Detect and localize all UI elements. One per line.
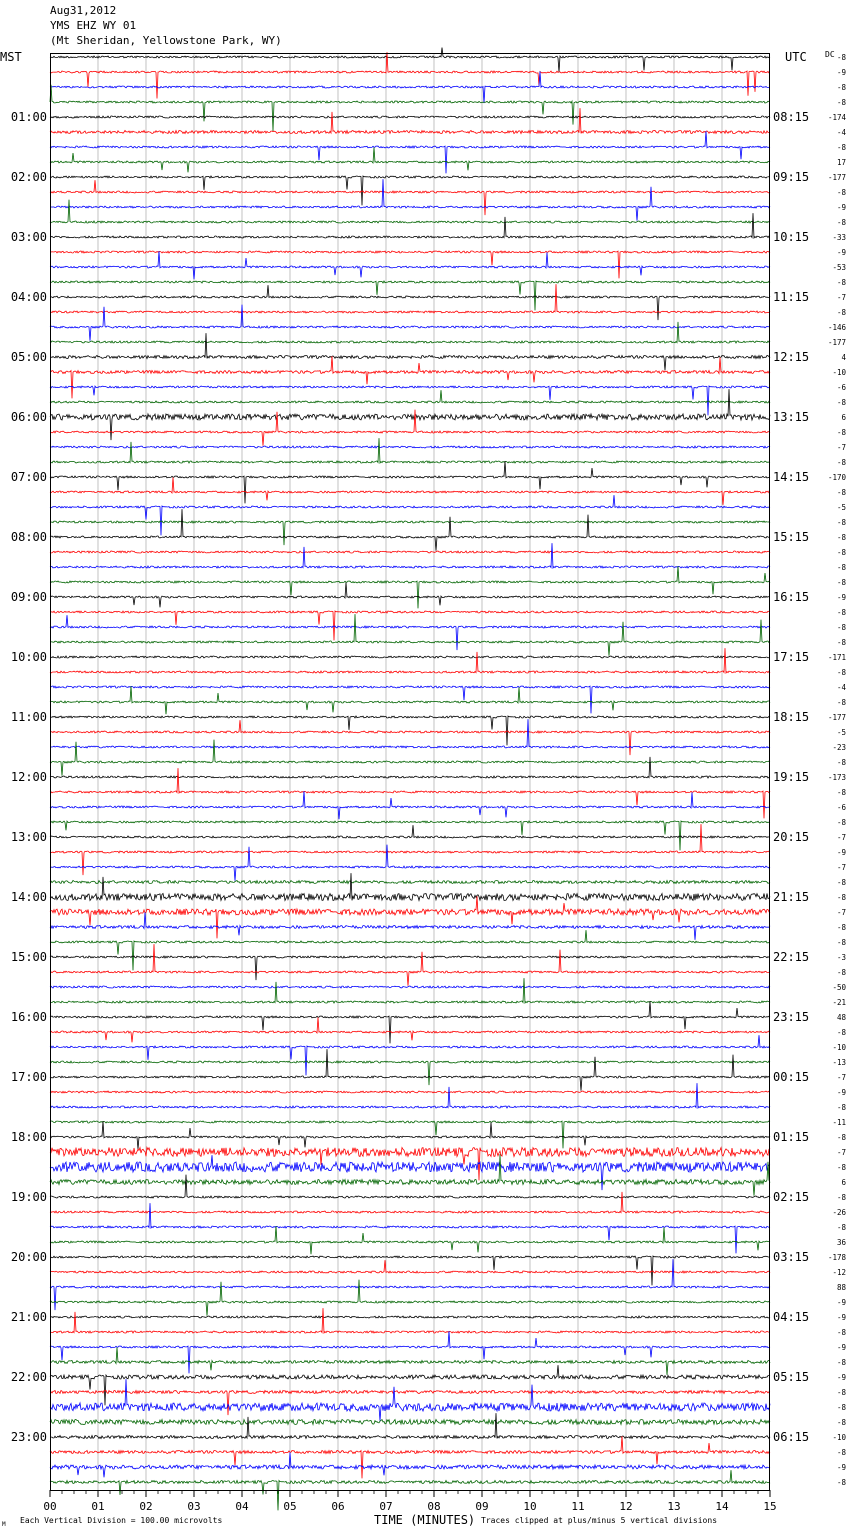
dc-offset-label: -8 xyxy=(836,1358,846,1367)
mst-hour-label: 07:00 xyxy=(10,470,47,484)
dc-offset-label: -8 xyxy=(836,308,846,317)
dc-offset-label: -7 xyxy=(836,863,846,872)
dc-offset-label: -8 xyxy=(836,1133,846,1142)
dc-offset-label: -21 xyxy=(832,998,846,1007)
utc-hour-label: 01:15 xyxy=(773,1130,810,1144)
trace-line xyxy=(50,1379,770,1421)
mst-hour-label: 21:00 xyxy=(10,1310,47,1324)
mst-hour-label: 02:00 xyxy=(10,170,47,184)
dc-offset-label: -8 xyxy=(836,668,846,677)
x-tick-label: 00 xyxy=(43,1500,57,1513)
trace-line xyxy=(50,551,770,553)
dc-offset-label: -10 xyxy=(832,1043,846,1052)
trace-line xyxy=(50,1121,770,1149)
mst-hour-label: 01:00 xyxy=(10,110,47,124)
x-tick-label: 14 xyxy=(715,1500,729,1513)
x-tick-label: 15 xyxy=(763,1500,777,1513)
trace-line xyxy=(50,1083,770,1108)
trace-line xyxy=(50,614,770,656)
mst-hour-label: 15:00 xyxy=(10,950,47,964)
trace-line xyxy=(50,1061,770,1085)
trace-line xyxy=(50,615,770,650)
trace-line xyxy=(50,48,770,73)
dc-offset-label: -33 xyxy=(832,233,846,242)
dc-offset-label: -8 xyxy=(836,818,846,827)
trace-line xyxy=(50,1308,770,1333)
dc-offset-label: -178 xyxy=(827,1253,846,1262)
footer-mark: M xyxy=(2,1521,6,1528)
trace-line xyxy=(50,116,770,118)
mst-hour-label: 19:00 xyxy=(10,1190,47,1204)
dc-offset-label: 6 xyxy=(841,413,846,422)
utc-hour-label: 17:15 xyxy=(773,650,810,664)
dc-offset-label: -8 xyxy=(836,698,846,707)
trace-line xyxy=(50,1001,770,1043)
x-tick-label: 07 xyxy=(379,1500,393,1513)
x-tick-label: 08 xyxy=(427,1500,441,1513)
dc-offset-label: -8 xyxy=(836,53,846,62)
trace-line xyxy=(50,1347,770,1375)
trace-line xyxy=(50,251,770,279)
utc-hour-label: 02:15 xyxy=(773,1190,810,1204)
x-tick-label: 06 xyxy=(331,1500,345,1513)
station-code: YMS EHZ WY 01 xyxy=(50,19,137,32)
clip-note: Traces clipped at plus/minus 5 vertical divisions xyxy=(481,1516,718,1525)
dc-offset-label: -9 xyxy=(836,248,846,257)
dc-offset-label: -9 xyxy=(836,1088,846,1097)
mst-hour-label: 09:00 xyxy=(10,590,47,604)
trace-line xyxy=(50,656,770,658)
trace-line xyxy=(50,912,770,940)
dc-offset-label: -8 xyxy=(836,518,846,527)
trace-line xyxy=(50,386,770,415)
utc-hour-label: 22:15 xyxy=(773,950,810,964)
dc-offset-label: -8 xyxy=(836,188,846,197)
dc-offset-label: 48 xyxy=(836,1013,846,1022)
dc-offset-label: -7 xyxy=(836,293,846,302)
utc-hour-label: 19:15 xyxy=(773,770,810,784)
dc-offset-label: -9 xyxy=(836,593,846,602)
dc-offset-label: -8 xyxy=(836,638,846,647)
dc-offset-label: -171 xyxy=(827,653,846,662)
utc-hour-label: 14:15 xyxy=(773,470,810,484)
utc-hour-label: 10:15 xyxy=(773,230,810,244)
x-tick-label: 05 xyxy=(283,1500,297,1513)
trace-line xyxy=(50,845,770,881)
trace-line xyxy=(50,582,770,607)
dc-offset-label: -9 xyxy=(836,1343,846,1352)
dc-offset-label: -8 xyxy=(836,83,846,92)
dc-offset-label: -8 xyxy=(836,428,846,437)
mst-hour-label: 23:00 xyxy=(10,1430,47,1444)
dc-offset-label: -8 xyxy=(836,458,846,467)
trace-line xyxy=(50,566,770,608)
utc-hour-label: 03:15 xyxy=(773,1250,810,1264)
trace-line xyxy=(50,446,770,448)
trace-line xyxy=(50,791,770,819)
utc-hour-label: 00:15 xyxy=(773,1070,810,1084)
dc-offset-label: -5 xyxy=(836,728,846,737)
dc-offset-label: -8 xyxy=(836,878,846,887)
dc-offset-label: -146 xyxy=(827,323,846,332)
dc-offset-label: -8 xyxy=(836,623,846,632)
dc-offset-label: -8 xyxy=(836,1223,846,1232)
dc-offset-label: -8 xyxy=(836,533,846,542)
dc-offset-label: -9 xyxy=(836,1373,846,1382)
dc-offset-label: 36 xyxy=(836,1238,846,1247)
right-timezone-label: UTC xyxy=(785,50,807,64)
mst-hour-label: 08:00 xyxy=(10,530,47,544)
x-tick-label: 10 xyxy=(523,1500,537,1513)
utc-hour-label: 16:15 xyxy=(773,590,810,604)
x-tick-label: 09 xyxy=(475,1500,489,1513)
dc-offset-label: -6 xyxy=(836,803,846,812)
trace-line xyxy=(50,686,770,714)
trace-line xyxy=(50,686,770,713)
dc-offset-label: -7 xyxy=(836,908,846,917)
dc-offset-label: -7 xyxy=(836,1073,846,1082)
dc-offset-label: -173 xyxy=(827,773,846,782)
trace-line xyxy=(50,1049,770,1091)
x-tick-label: 13 xyxy=(667,1500,681,1513)
dc-offset-label: -8 xyxy=(836,278,846,287)
dc-offset-label: 88 xyxy=(836,1283,846,1292)
dc-offset-label: -7 xyxy=(836,443,846,452)
dc-offset-label: -53 xyxy=(832,263,846,272)
utc-hour-label: 05:15 xyxy=(773,1370,810,1384)
trace-line xyxy=(50,986,770,988)
dc-offset-label: -13 xyxy=(832,1058,846,1067)
recording-date: Aug31,2012 xyxy=(50,4,117,17)
trace-line xyxy=(50,356,770,398)
dc-offset-label: -12 xyxy=(832,1268,846,1277)
dc-offset-label: -8 xyxy=(836,563,846,572)
trace-line xyxy=(50,978,770,1003)
trace-line xyxy=(50,944,770,986)
dc-offset-label: -9 xyxy=(836,848,846,857)
mst-hour-label: 04:00 xyxy=(10,290,47,304)
trace-line xyxy=(50,52,770,98)
seismic-traces xyxy=(50,48,770,1511)
dc-offset-label: -8 xyxy=(836,758,846,767)
trace-line xyxy=(50,147,770,172)
mst-hour-label: 18:00 xyxy=(10,1130,47,1144)
mst-hour-label: 11:00 xyxy=(10,710,47,724)
trace-line xyxy=(50,521,770,545)
dc-offset-label: -3 xyxy=(836,953,846,962)
mst-hour-label: 12:00 xyxy=(10,770,47,784)
dc-offset-label: -10 xyxy=(832,368,846,377)
utc-hour-label: 21:15 xyxy=(773,890,810,904)
trace-line xyxy=(50,768,770,818)
mst-hour-label: 03:00 xyxy=(10,230,47,244)
dc-offset-label: -170 xyxy=(827,473,846,482)
mst-hour-label: 13:00 xyxy=(10,830,47,844)
trace-line xyxy=(50,477,770,505)
trace-line xyxy=(50,495,770,535)
mst-hour-label: 06:00 xyxy=(10,410,47,424)
x-tick-label: 01 xyxy=(91,1500,105,1513)
dc-offset-label: -8 xyxy=(836,1193,846,1202)
utc-hour-label: 09:15 xyxy=(773,170,810,184)
utc-hour-label: 04:15 xyxy=(773,1310,810,1324)
dc-offset-label: -8 xyxy=(836,1328,846,1337)
utc-hour-label: 08:15 xyxy=(773,110,810,124)
dc-offset-label: -8 xyxy=(836,1448,846,1457)
dc-offset-label: -8 xyxy=(836,98,846,107)
dc-offset-label: -8 xyxy=(836,788,846,797)
utc-hour-label: 15:15 xyxy=(773,530,810,544)
dc-offset-label: 17 xyxy=(836,158,846,167)
dc-offset-label: -8 xyxy=(836,1388,846,1397)
x-axis-title: TIME (MINUTES) xyxy=(374,1513,476,1527)
dc-offset-label: -23 xyxy=(832,743,846,752)
trace-line xyxy=(50,1192,770,1213)
dc-offset-label: -8 xyxy=(836,218,846,227)
dc-offset-label: -8 xyxy=(836,1028,846,1037)
dc-offset-label: -177 xyxy=(827,173,846,182)
trace-line xyxy=(50,305,770,341)
trace-line xyxy=(50,896,770,938)
trace-line xyxy=(50,1091,770,1093)
left-timezone-label: MST xyxy=(0,50,22,64)
trace-line xyxy=(50,285,770,320)
trace-line xyxy=(50,881,770,884)
trace-line xyxy=(50,720,770,755)
trace-line xyxy=(50,1280,770,1316)
mst-hour-label: 22:00 xyxy=(10,1370,47,1384)
trace-line xyxy=(50,1226,770,1254)
trace-line xyxy=(50,200,770,223)
dc-offset-label: -5 xyxy=(836,503,846,512)
trace-line xyxy=(50,1316,770,1318)
trace-line xyxy=(50,131,770,173)
dc-offset-label: -9 xyxy=(836,1463,846,1472)
mst-hour-label: 14:00 xyxy=(10,890,47,904)
utc-hour-label: 20:15 xyxy=(773,830,810,844)
trace-line xyxy=(50,85,770,131)
axis-labels xyxy=(11,53,847,1513)
dc-offset-label: -50 xyxy=(832,983,846,992)
plot-frame xyxy=(51,54,770,1491)
trace-line xyxy=(50,648,770,673)
mst-hour-label: 05:00 xyxy=(10,350,47,364)
dc-offset-label: -8 xyxy=(836,608,846,617)
x-tick-label: 03 xyxy=(187,1500,201,1513)
dc-offset-label: -4 xyxy=(836,683,846,692)
trace-line xyxy=(50,1154,770,1196)
dc-offset-label: -10 xyxy=(832,1433,846,1442)
dc-offset-label: -8 xyxy=(836,488,846,497)
trace-line xyxy=(50,1391,770,1416)
dc-offset-label: -7 xyxy=(836,833,846,842)
utc-hour-label: 11:15 xyxy=(773,290,810,304)
dc-offset-label: -8 xyxy=(836,1163,846,1172)
dc-offset-label: -9 xyxy=(836,68,846,77)
minute-grid xyxy=(50,53,770,1497)
trace-line xyxy=(50,1260,770,1273)
x-tick-label: 11 xyxy=(571,1500,585,1513)
mst-hour-label: 17:00 xyxy=(10,1070,47,1084)
trace-line xyxy=(50,461,770,503)
trace-line xyxy=(50,873,770,900)
dc-offset-label: -4 xyxy=(836,128,846,137)
trace-line xyxy=(50,284,770,313)
trace-line xyxy=(50,956,770,980)
trace-line xyxy=(50,333,770,370)
trace-line xyxy=(50,438,770,463)
dc-offset-label: -8 xyxy=(836,1478,846,1487)
mst-hour-label: 10:00 xyxy=(10,650,47,664)
x-tick-label: 12 xyxy=(619,1500,633,1513)
mst-hour-label: 16:00 xyxy=(10,1010,47,1024)
x-tick-label: 02 xyxy=(139,1500,153,1513)
dc-offset-label: -8 xyxy=(836,398,846,407)
trace-line xyxy=(50,543,770,568)
trace-line xyxy=(50,108,770,133)
dc-offset-label: -8 xyxy=(836,938,846,947)
trace-line xyxy=(50,1017,770,1042)
station-location: (Mt Sheridan, Yellowstone Park, WY) xyxy=(50,34,282,47)
dc-offset-label: -9 xyxy=(836,1298,846,1307)
trace-line xyxy=(50,1121,770,1148)
dc-offset-label: -8 xyxy=(836,968,846,977)
dc-offset-label: -9 xyxy=(836,203,846,212)
trace-line xyxy=(50,930,770,970)
utc-hour-label: 12:15 xyxy=(773,350,810,364)
dc-offset-label: -8 xyxy=(836,143,846,152)
trace-line xyxy=(50,825,770,838)
trace-line xyxy=(50,1175,770,1198)
trace-line xyxy=(50,1420,770,1425)
dc-offset-label: -177 xyxy=(827,713,846,722)
dc-offset-label: 6 xyxy=(841,1178,846,1187)
trace-line xyxy=(50,1155,770,1190)
trace-line xyxy=(50,1035,770,1075)
trace-line xyxy=(50,180,770,215)
trace-line xyxy=(50,390,770,403)
trace-line xyxy=(50,719,770,748)
trace-line xyxy=(50,509,770,551)
dc-offset-label: -177 xyxy=(827,338,846,347)
dc-offset-label: -8 xyxy=(836,1403,846,1412)
trace-line xyxy=(50,213,770,238)
dc-offset-label: -8 xyxy=(836,578,846,587)
dc-offset-label: -8 xyxy=(836,923,846,932)
trace-line xyxy=(50,1331,770,1373)
trace-line xyxy=(50,740,770,776)
trace-line xyxy=(50,179,770,221)
utc-hour-label: 18:15 xyxy=(773,710,810,724)
dc-offset-label: -8 xyxy=(836,548,846,557)
trace-line xyxy=(50,1365,770,1405)
trace-line xyxy=(50,1413,770,1438)
dc-offset-label: -9 xyxy=(836,1313,846,1322)
trace-line xyxy=(50,611,770,640)
dc-offset-label: -26 xyxy=(832,1208,846,1217)
dc-offset-label: -8 xyxy=(836,1103,846,1112)
trace-line xyxy=(50,1436,770,1478)
utc-hour-label: 23:15 xyxy=(773,1010,810,1024)
dc-offset-label: -7 xyxy=(836,1148,846,1157)
dc-offset-label: -8 xyxy=(836,1418,846,1427)
trace-line xyxy=(50,1203,770,1253)
trace-line xyxy=(50,757,770,778)
dc-label: DC xyxy=(825,50,835,59)
dc-offset-label: -6 xyxy=(836,383,846,392)
scale-note: Each Vertical Division = 100.00 microvolts xyxy=(20,1516,223,1525)
trace-line xyxy=(50,176,770,205)
trace-line xyxy=(50,322,770,343)
utc-hour-label: 06:15 xyxy=(773,1430,810,1444)
x-tick-label: 04 xyxy=(235,1500,249,1513)
trace-line xyxy=(50,1452,770,1477)
dc-offset-label: -11 xyxy=(832,1118,846,1127)
utc-hour-label: 13:15 xyxy=(773,410,810,424)
dc-offset-label: -174 xyxy=(827,113,846,122)
mst-hour-label: 20:00 xyxy=(10,1250,47,1264)
dc-offset-label: 4 xyxy=(841,353,846,362)
dc-offset-label: -8 xyxy=(836,893,846,902)
